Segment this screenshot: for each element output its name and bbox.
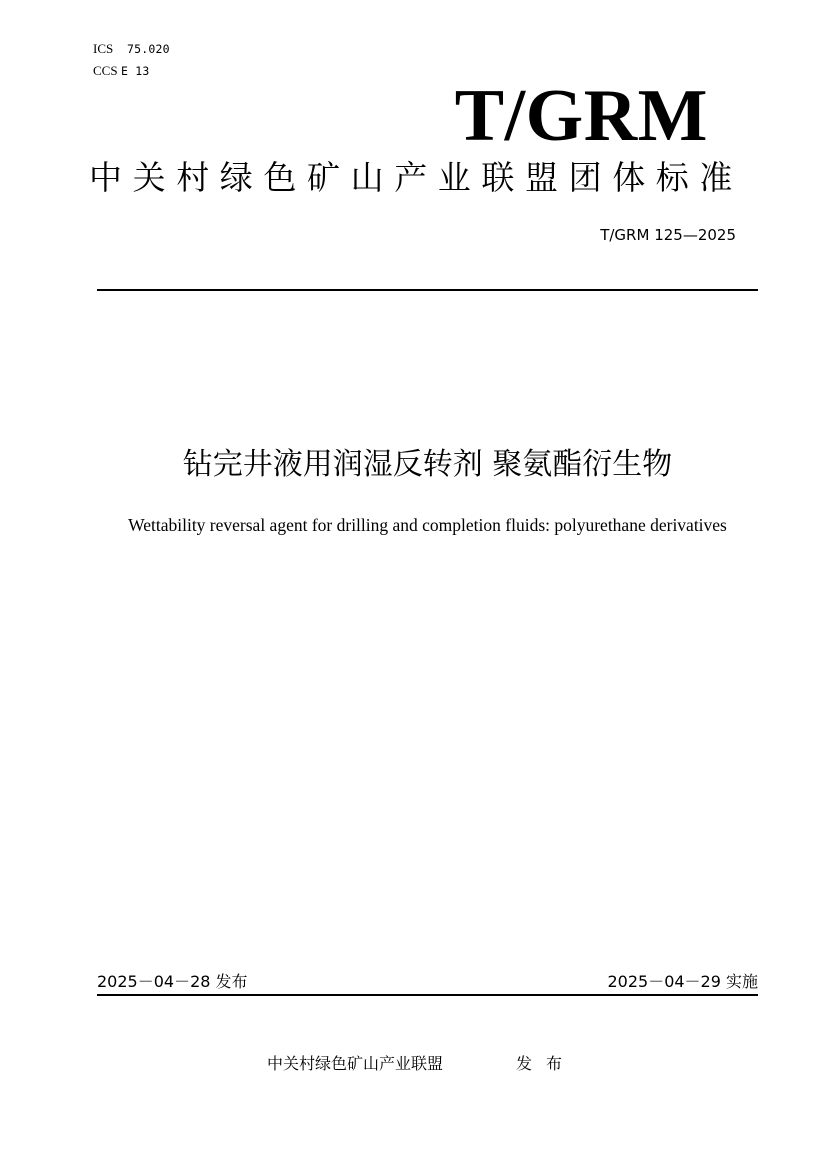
publisher-name: 中关村绿色矿山产业联盟 [267, 1054, 444, 1073]
ccs-row [93, 60, 170, 82]
ccs-label: CCS [93, 63, 118, 78]
document-title-chinese: 钻完井液用润湿反转剂 聚氨酯衍生物 [182, 447, 673, 482]
ics-label: ICS [93, 41, 114, 56]
bottom-divider [97, 994, 758, 996]
ccs-value: E 13 [121, 64, 150, 78]
document-title-english: Wettability reversal agent for drilling and completion fluids: polyurethane derivatives [128, 515, 727, 535]
implement-date: 2025－04－29 实施 [607, 972, 758, 991]
publish-label: 发布 [516, 1054, 577, 1073]
classification-codes [93, 38, 170, 82]
publish-date: 2025－04－28 发布 [97, 972, 248, 991]
organization-standard-title: 中关村绿色矿山产业联盟团体标准 [89, 158, 743, 197]
ics-value: 75.020 [127, 42, 170, 56]
top-divider [97, 289, 758, 291]
standard-number: T/GRM 125—2025 [600, 226, 736, 244]
ics-row [93, 38, 170, 60]
standard-logo: T/GRM [454, 75, 708, 157]
